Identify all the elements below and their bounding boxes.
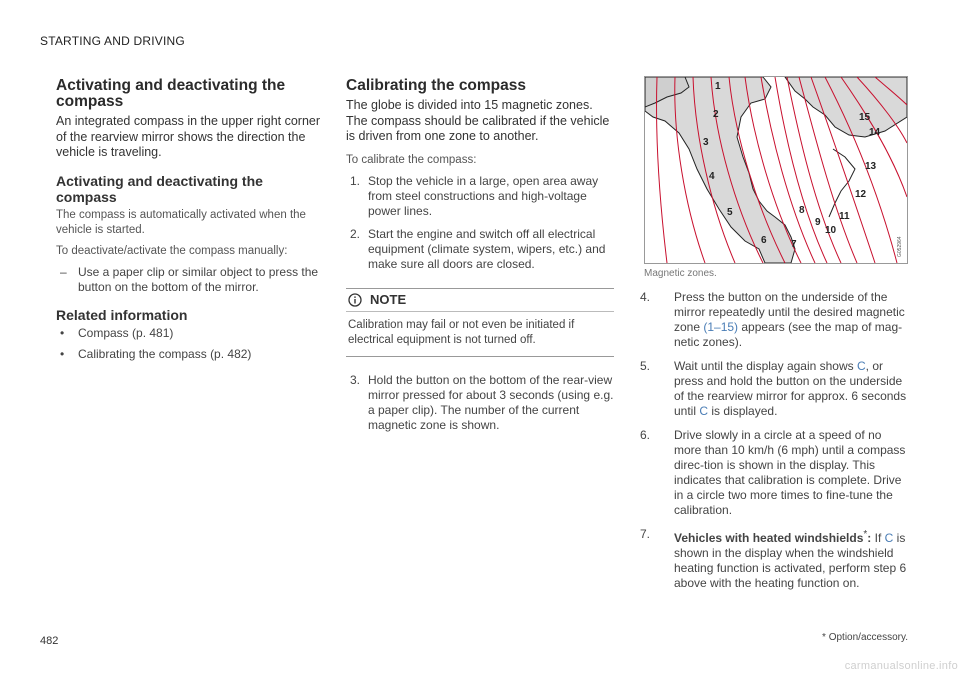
option-asterisk: *	[863, 529, 868, 540]
step-text: Drive slowly in a circle at a speed of no more than 10 km/h (6 mph) until a compass direc-tion is shown in the display. This indicates that calibration is complete. Drive in a circle two more times to fine-tune the calibration.	[674, 428, 906, 517]
step-3	[346, 373, 614, 433]
bullet-marker: •	[60, 325, 65, 340]
magnetic-zones-map	[644, 76, 908, 264]
dash-marker: –	[60, 264, 67, 279]
zone-label: 13	[865, 161, 877, 172]
step-text: is shown in the display when the windshield heating function is activated, perform step 6 above with the heating function on.	[674, 531, 907, 590]
bullet-marker: •	[60, 346, 65, 361]
footnote: * Option/accessory.	[822, 632, 908, 643]
dash-item	[56, 265, 324, 295]
display-symbol-c: C	[699, 404, 709, 418]
related-link-text: Calibrating the compass (p. 482)	[78, 346, 252, 361]
step-7	[640, 527, 910, 591]
step-number: 5.	[640, 359, 651, 373]
related-list	[56, 326, 324, 362]
dash-list	[56, 265, 324, 295]
step-4	[640, 290, 910, 350]
info-icon	[348, 293, 362, 307]
zone-label: 5	[727, 207, 733, 218]
zone-label: 1	[715, 81, 721, 92]
step-text: Hold the button on the bottom of the rear-view mirror pressed for about 3 seconds (using e.g. a paper clip). The number of the current magnetic zone is shown.	[368, 372, 614, 432]
related-link-calibrating[interactable]	[56, 347, 324, 362]
note-header	[346, 289, 614, 312]
zone-label: 10	[825, 225, 837, 236]
calibrating-intro: The globe is divided into 15 magnetic zones. The compass should be calibrated if the vehicle is driven from one zone to another.	[346, 98, 610, 143]
column-calibrating	[346, 78, 614, 441]
step-bold-colon: :	[867, 531, 872, 545]
zone-label: 6	[761, 235, 767, 246]
step-number: 2.	[350, 226, 361, 241]
step-number: 3.	[350, 372, 361, 387]
zone-label: 7	[791, 239, 797, 250]
heading-activating: Activating and deactivating the compass	[56, 77, 286, 110]
page-number: 482	[40, 635, 59, 647]
display-symbol-c: C	[856, 359, 866, 373]
zone-label: 15	[859, 112, 871, 123]
section-header: STARTING AND DRIVING	[40, 34, 185, 48]
step-number: 7.	[640, 527, 651, 541]
step-text: appears (see the map of mag-netic zones).	[674, 320, 903, 349]
zone-label: 8	[799, 205, 805, 216]
zone-label: 3	[703, 137, 709, 148]
steps-list-2	[346, 373, 614, 433]
heading-calibrating: Calibrating the compass	[346, 77, 527, 94]
zone-label: 11	[839, 211, 850, 222]
zone-range-highlight: (1–15)	[703, 320, 739, 334]
map-caption: Magnetic zones.	[644, 268, 717, 279]
step-5	[640, 359, 910, 419]
note-body: Calibration may fail or not even be initiated if electrical equipment is not turned off.	[348, 318, 575, 346]
related-heading: Related information	[56, 306, 188, 323]
step-text: Stop the vehicle in a large, open area away from steel constructions and high-voltage power lines.	[368, 173, 599, 218]
column-activating	[56, 78, 324, 368]
watermark: carmanualsonline.info	[844, 660, 958, 672]
paragraph-auto-activated: The compass is automatically activated when the vehicle is started.	[56, 208, 306, 236]
step-number: 6.	[640, 428, 651, 442]
zone-label: 2	[713, 109, 719, 120]
steps-list-3	[640, 290, 910, 600]
step-text: If	[871, 531, 885, 545]
step-text: Press the button on the underside of the mirror repeatedly until the desired magnetic zone	[674, 290, 905, 334]
note-box	[346, 288, 614, 357]
zone-label: 12	[855, 189, 867, 200]
step-bold-label: Vehicles with heated windshields	[674, 531, 864, 545]
subheading-activating: Activating and deactivating the compass	[56, 172, 263, 205]
step-number: 4.	[640, 290, 651, 304]
step-1	[346, 174, 614, 219]
display-symbol-c: C	[884, 531, 894, 545]
image-code: G052964	[897, 236, 903, 257]
step-2	[346, 227, 614, 272]
zone-label: 4	[709, 171, 715, 182]
paragraph-manual: To deactivate/activate the compass manually:	[56, 244, 288, 257]
step-text: is displayed.	[708, 404, 778, 418]
step-text: Wait until the display again shows	[674, 359, 857, 373]
related-link-compass[interactable]	[56, 326, 324, 341]
step-number: 1.	[350, 173, 361, 188]
calibrate-instructions-intro: To calibrate the compass:	[346, 153, 477, 166]
step-text: , or press and hold the button on the underside of the rearview mirror for approx. 6 seconds until	[674, 359, 907, 418]
zone-label: 14	[869, 127, 881, 138]
steps-list-1	[346, 174, 614, 272]
intro-paragraph: An integrated compass in the upper right corner of the rearview mirror shows the direction the vehicle is traveling.	[56, 114, 321, 159]
step-6	[640, 428, 910, 518]
related-link-text: Compass (p. 481)	[78, 325, 174, 340]
zone-label: 9	[815, 217, 821, 228]
dash-item-text: Use a paper clip or similar object to press the button on the bottom of the mirror.	[78, 264, 319, 294]
note-title: NOTE	[370, 292, 407, 307]
step-text: Start the engine and switch off all electrical equipment (climate system, wipers, etc.) and make sure all doors are closed.	[368, 226, 606, 271]
magnetic-zones-illustration	[645, 77, 907, 263]
